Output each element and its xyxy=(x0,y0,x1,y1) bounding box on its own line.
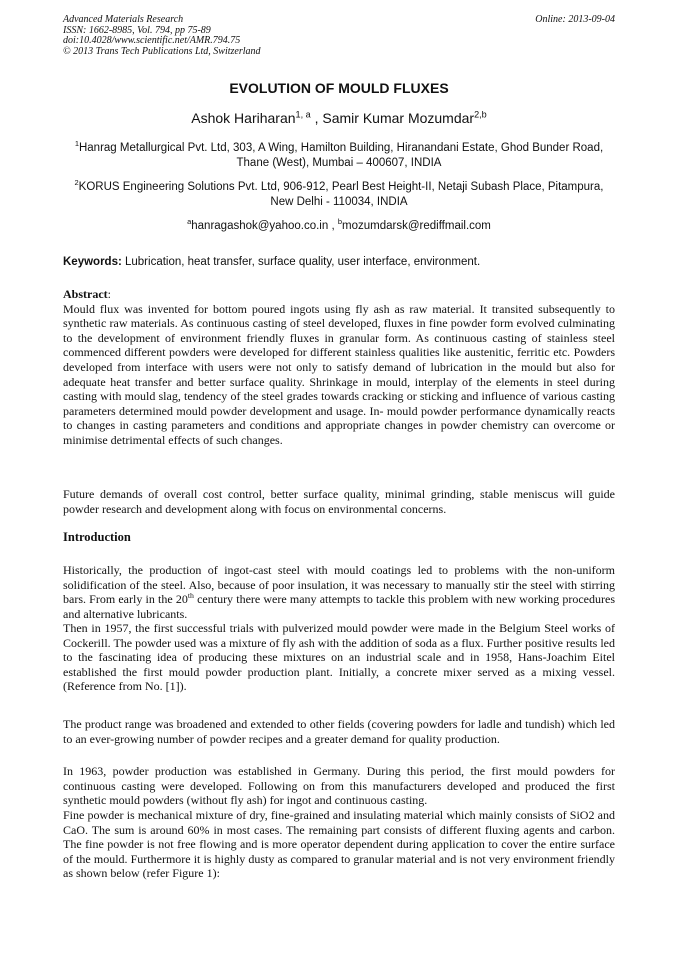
keywords-label: Keywords: xyxy=(63,256,122,268)
intro-paragraph-4: In 1963, powder production was established in Germany. During this period, the first mould powders for continuous casting were developed. Following on from this manufacturers developed and produced the first synthetic mould powders (without fly ash) for ingot and continuous casting. xyxy=(63,764,615,808)
affiliation-1-text: Hanrag Metallurgical Pvt. Ltd, 303, A Wing, Hamilton Building, Hiranandani Estate, Ghod Bunder Road, Thane (West), Mumbai – 400607, INDIA xyxy=(78,142,604,169)
affiliation-2-text: KORUS Engineering Solutions Pvt. Ltd, 906-912, Pearl Best Height-II, Netaji Subash Place, Pitampura, New Delhi - 110034, INDIA xyxy=(78,181,604,208)
intro-paragraph-2: Then in 1957, the first successful trials with pulverized mould powder were made in the Belgium Steel works of Cockerill. The powder used was a mixture of fly ash with the addition of soda as a flux. Further positive results led to the fascinating idea of producing these mixtures on an industrial scale and in 1958, Hans-Joachim Eitel established the first mould powder production plant. Initially, a concrete mixer served as a mixing vessel. (Reference from No. [1]). xyxy=(63,621,615,694)
intro-p1-end: century there were many attempts to tackle this problem with new working procedures and alternative lubricants. xyxy=(63,592,615,621)
intro-paragraph-1 xyxy=(63,563,615,621)
affiliation-1 xyxy=(66,141,612,171)
author-line xyxy=(0,110,678,126)
online-date: Online: 2013-09-04 xyxy=(535,14,615,25)
author-2: Samir Kumar Mozumdar xyxy=(322,110,475,126)
affiliation-1-sup: 1 xyxy=(74,139,79,149)
abstract-section xyxy=(63,287,615,448)
email-line xyxy=(0,217,678,232)
email-separator: , xyxy=(328,220,338,232)
author-separator: , xyxy=(310,110,323,126)
paper-title: EVOLUTION OF MOULD FLUXES xyxy=(229,80,449,96)
abstract-paragraph-1: Mould flux was invented for bottom poured ingots using fly ash as raw material. It transited subsequently to synthetic raw materials. As continuous casting of steel developed, fluxes in fine powder form evolved culminating to the development of environment friendly fluxes in granular form. As continuous casting of stainless steel commenced different powders were developed for different stainless qualities like austenitic, ferritic etc. Powders developed from interface with users were not only to satisfy demand of lubrication in the mould but also for adequate heat transfer and better surface quality. Shrinkage in mould, interplay of the elements in steel during casting with mould slag, tendency of the steel grades towards cracking or sticking and influence of various casting parameters determined mould powder development and usage. In- mould powder performance dynamically reacts to changes in casting parameters and conditions and appropriate changes in powder chemistry can overcome or minimise detrimental effects of such changes. xyxy=(63,301,615,447)
intro-paragraph-3: The product range was broadened and extended to other fields (covering powders for ladle and tundish) which led to an ever-growing number of powder recipes and a greater demand for quality production. xyxy=(63,717,615,746)
keywords-text: Lubrication, heat transfer, surface quality, user interface, environment. xyxy=(121,256,481,268)
abstract-label: Abstract xyxy=(63,287,108,301)
author-2-sup: 2,b xyxy=(474,109,487,120)
intro-p1-sup: th xyxy=(187,591,194,601)
journal-name: Advanced Materials Research xyxy=(63,14,184,25)
email-a-sup: a xyxy=(187,217,192,227)
intro-p1-start: Historically, the production of ingot-cast steel with mould coatings led to problems with the non-uniform solidification of the steel. Also, because of poor insulation, it was necessary to manually stir the steel with stirring bars. From early in the 20 xyxy=(63,563,615,607)
issn-line: ISSN: 1662-8985, Vol. 794, pp 75-89 xyxy=(63,24,211,36)
email-b-sup: b xyxy=(337,217,343,227)
journal-header xyxy=(63,15,423,57)
intro-paragraph-5: Fine powder is mechanical mixture of dry, fine-grained and insulating material which mainly consists of SiO2 and CaO. The sum is around 60% in most cases. The remaining part consists of different fluxing agents and carbon. The fine powder is not free flowing and is more operator dependent during application to cover the entire surface of the mould. Furthermore it is highly dusty as compared to granular material and is not very environment friendly as shown below (refer Figure 1): xyxy=(63,808,615,881)
affiliation-2-sup: 2 xyxy=(74,178,79,188)
email-b: mozumdarsk@rediffmail.com xyxy=(342,220,491,232)
doi-line: doi:10.4028/www.scientific.net/AMR.794.75 xyxy=(63,35,241,46)
keywords xyxy=(63,256,615,268)
email-a: hanragashok@yahoo.co.in xyxy=(191,220,329,232)
author-1: Ashok Hariharan xyxy=(191,110,296,126)
abstract-paragraph-2: Future demands of overall cost control, better surface quality, minimal grinding, stable meniscus will guide powder research and development along with focus on environmental concerns. xyxy=(63,487,615,516)
abstract-colon: : xyxy=(107,287,111,301)
copyright-line: © 2013 Trans Tech Publications Ltd, Switzerland xyxy=(63,45,261,57)
author-1-sup: 1, a xyxy=(295,109,311,120)
introduction-heading: Introduction xyxy=(63,530,131,544)
affiliation-2 xyxy=(66,180,612,210)
